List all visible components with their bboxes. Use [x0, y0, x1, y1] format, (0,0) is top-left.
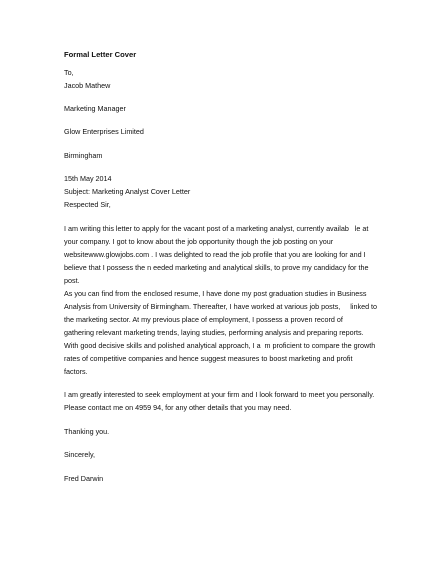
body-line: Please contact me on 4959 94, for any other details that you may need.: [64, 403, 292, 412]
closing-line: Sincerely,: [64, 450, 96, 459]
body-line: With good decisive skills and polished analytical approach, I a m proficient to compare the growth: [64, 341, 376, 350]
body-line: I am writing this letter to apply for the vacant post of a marketing analyst, currently availab le at: [64, 224, 369, 233]
recipient-title: Marketing Manager: [64, 104, 126, 113]
letter-date: 15th May 2014: [64, 174, 112, 183]
body-line: websitewww.glowjobs.com . I was delighted to read the job profile that you are looking for and I: [64, 250, 366, 259]
letter-title: Formal Letter Cover: [64, 50, 137, 59]
thanks-line: Thanking you.: [64, 427, 110, 436]
body-line: As you can find from the enclosed resume, I have done my post graduation studies in Business: [64, 289, 367, 298]
body-line: gathering relevant marketing trends, laying studies, performing analysis and preparing reports.: [64, 328, 364, 337]
to-line: To,: [64, 68, 74, 77]
body-line: I am greatly interested to seek employment at your firm and I look forward to meet you personally.: [64, 390, 375, 399]
salutation: Respected Sir,: [64, 200, 111, 209]
city-line: Birmingham: [64, 151, 103, 160]
body-line: post.: [64, 276, 80, 285]
body-line: Analysis from University of Birmingham. Thereafter, I have worked at various job posts, linked to: [64, 302, 378, 311]
signature-name: Fred Darwin: [64, 474, 104, 483]
body-line: the marketing sector. At my previous place of employment, I possess a proven record of: [64, 315, 343, 324]
body-line: your company. I got to know about the job opportunity though the job posting on your: [64, 237, 334, 246]
body-line: factors.: [64, 367, 88, 376]
company-name: Glow Enterprises Limited: [64, 127, 144, 136]
subject-line: Subject: Marketing Analyst Cover Letter: [64, 187, 191, 196]
body-line: believe that I possess the n eeded marketing and analytical skills, to prove my candidacy for the: [64, 263, 369, 272]
body-line: rates of competitive companies and hence suggest measures to boost marketing and profit: [64, 354, 353, 363]
recipient-name: Jacob Mathew: [64, 81, 111, 90]
